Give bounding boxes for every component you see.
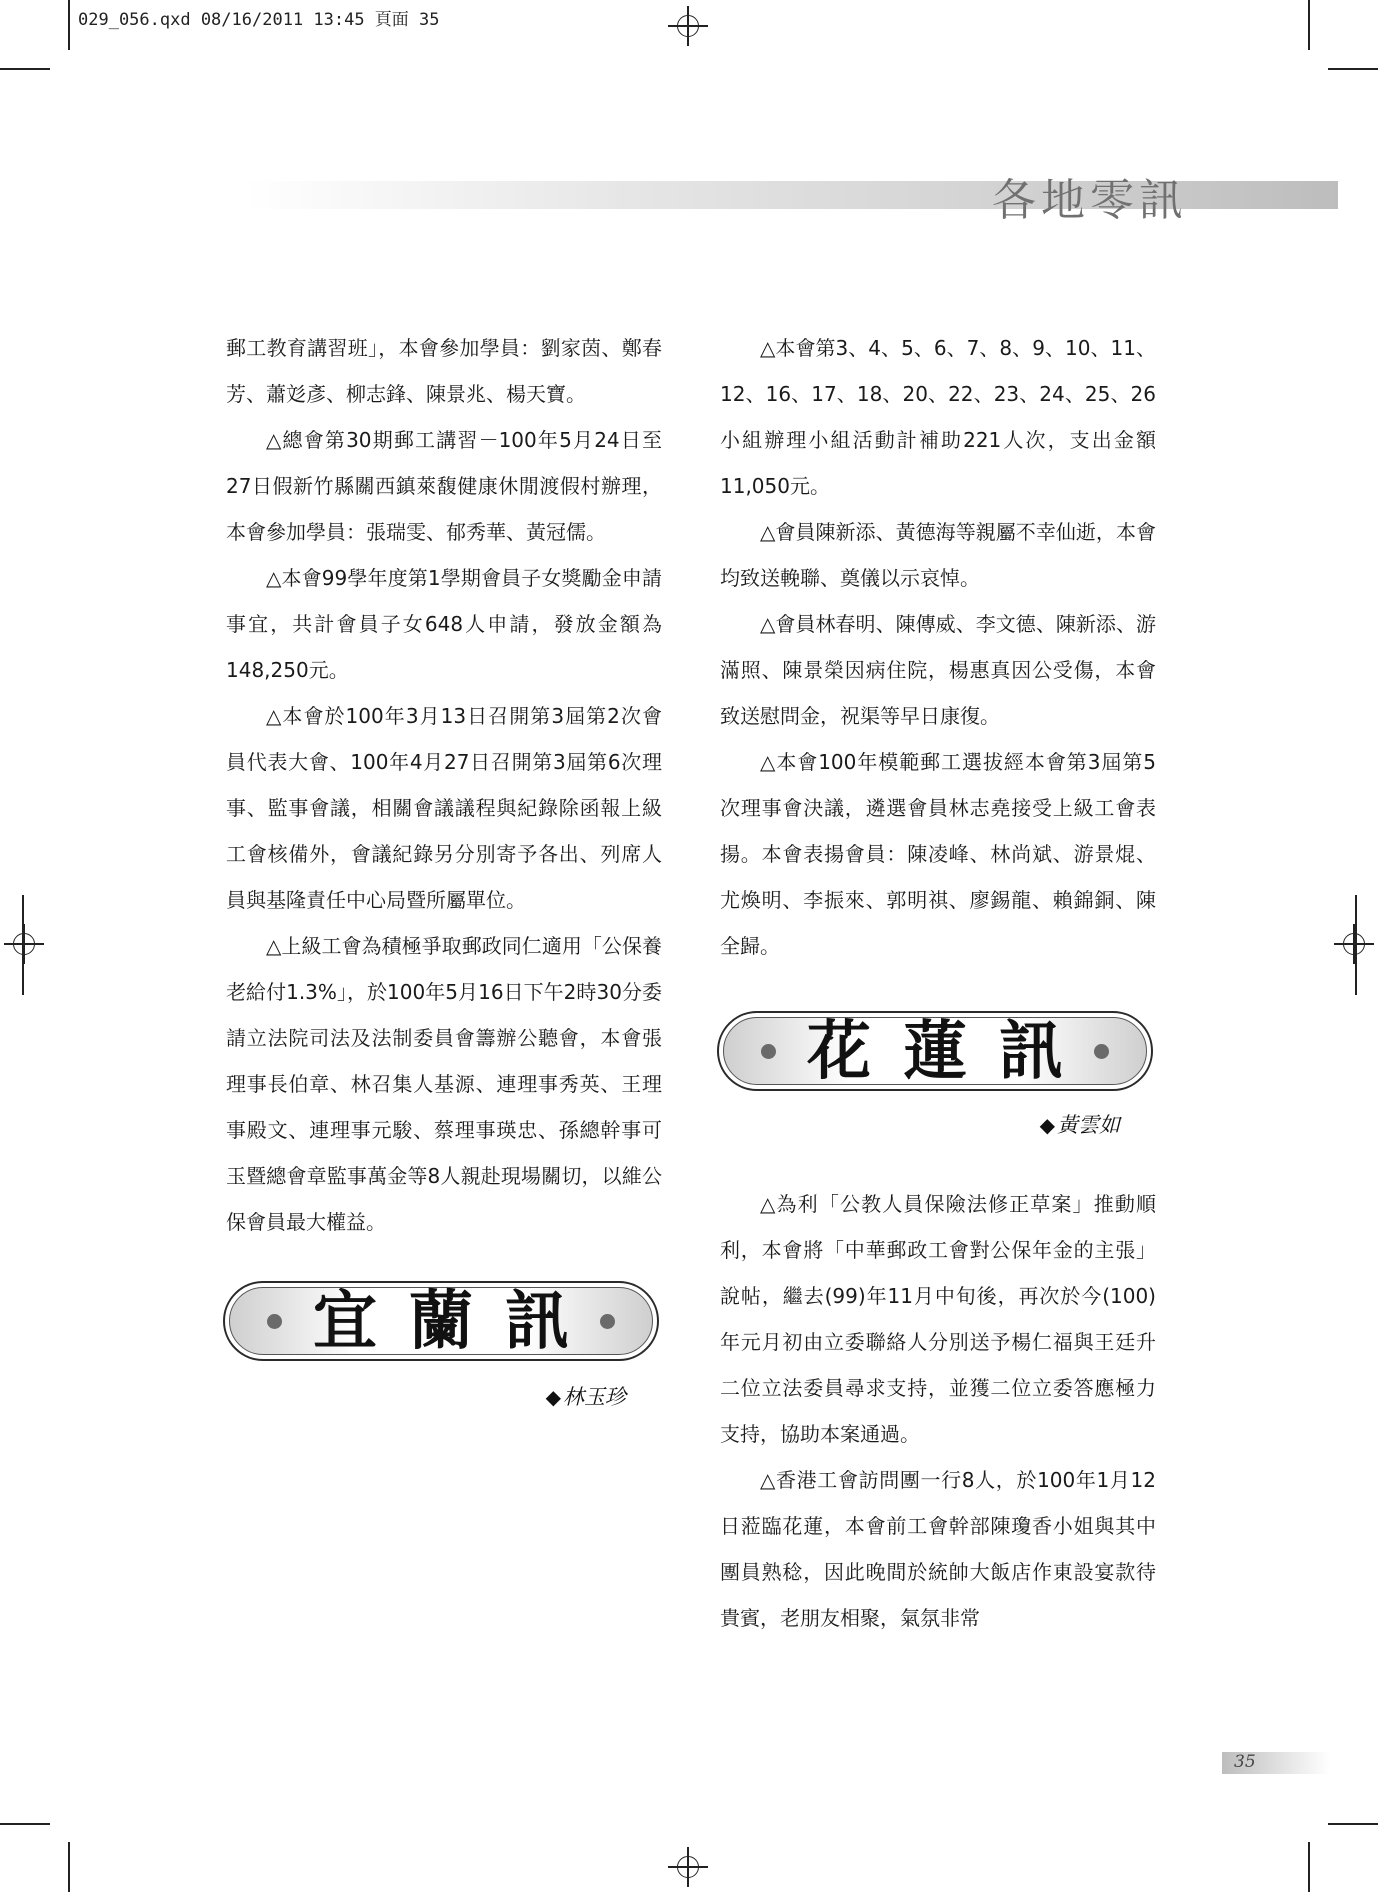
diamond-icon: ◆ bbox=[545, 1385, 561, 1409]
crop-mark bbox=[1308, 0, 1310, 50]
banner-title: 宜蘭訊 bbox=[313, 1284, 601, 1359]
crop-mark bbox=[68, 0, 70, 50]
right-column bbox=[720, 325, 1156, 1641]
diamond-icon: ◆ bbox=[1039, 1113, 1055, 1137]
paragraph: △上級工會為積極爭取郵政同仁適用「公保養老給付1.3%」，於100年5月16日下午2時30分委請立法院司法及法制委員會籌辦公聽會，本會張理事長伯章、林召集人基源、連理事秀英、王理事殿文、連理事元駿、蔡理事瑛忠、孫總幹事可玉暨總會章監事萬金等8人親赴現場關切，以維公保會員最大權益。 bbox=[226, 934, 662, 1234]
print-slug: 029_056.qxd 08/16/2011 13:45 頁面 35 bbox=[78, 10, 440, 30]
author-name: 林玉珍 bbox=[563, 1385, 626, 1409]
paragraph: △為利「公教人員保險法修正草案」推動順利，本會將「中華郵政工會對公保年金的主張」說帖，繼去(99)年11月中旬後，再次於今(100)年元月初由立委聯絡人分別送予楊仁福與王廷升二位立法委員尋求支持，並獲二位立委答應極力支持，協助本案通過。 bbox=[720, 1192, 1156, 1446]
crop-mark bbox=[68, 1842, 70, 1892]
paragraph: 郵工教育講習班」，本會參加學員：劉家茵、鄭春芳、蕭彣彥、柳志鋒、陳景兆、楊天寶。 bbox=[226, 336, 662, 406]
author-byline bbox=[226, 1381, 662, 1411]
crop-mark bbox=[1328, 68, 1378, 70]
paragraph: △香港工會訪問團一行8人，於100年1月12日蒞臨花蓮，本會前工會幹部陳瓊香小姐與其中團員熟稔，因此晚間於統帥大飯店作東設宴款待貴賓，老朋友相聚，氣氛非常 bbox=[720, 1468, 1156, 1630]
hualien-section-banner bbox=[717, 1011, 1153, 1091]
registration-mark-icon bbox=[668, 1847, 708, 1887]
author-byline bbox=[720, 1109, 1156, 1139]
yilan-section-banner bbox=[223, 1281, 659, 1361]
paragraph: △本會於100年3月13日召開第3屆第2次會員代表大會、100年4月27日召開第3屆第6次理事、監事會議，相關會議議程與紀錄除函報上級工會核備外，會議紀錄另分別寄予各出、列席人員與基隆責任中心局暨所屬單位。 bbox=[226, 704, 662, 912]
registration-mark-icon bbox=[668, 6, 708, 46]
crop-mark bbox=[0, 68, 50, 70]
paragraph: △會員林春明、陳傳威、李文德、陳新添、游滿照、陳景榮因病住院，楊惠真因公受傷，本會致送慰問金，祝渠等早日康復。 bbox=[720, 612, 1156, 728]
paragraph: △本會第3、4、5、6、7、8、9、10、11、12、16、17、18、20、22、23、24、25、26小組辦理小組活動計補助221人次，支出金額11,050元。 bbox=[720, 336, 1156, 498]
paragraph: △會員陳新添、黃德海等親屬不幸仙逝，本會均致送輓聯、奠儀以示哀悼。 bbox=[720, 520, 1156, 590]
crop-mark bbox=[1308, 1842, 1310, 1892]
section-title: 各地零訊 bbox=[992, 175, 1188, 226]
crop-mark bbox=[1355, 895, 1357, 995]
paragraph: △總會第30期郵工講習－100年5月24日至27日假新竹縣關西鎮萊馥健康休閒渡假村辦理，本會參加學員：張瑞雯、郁秀華、黃冠儒。 bbox=[226, 428, 662, 544]
paragraph: △本會100年模範郵工選拔經本會第3屆第5次理事會決議，遴選會員林志堯接受上級工會表揚。本會表揚會員：陳凌峰、林尚斌、游景焜、尤煥明、李振來、郭明祺、廖錫龍、賴錦銅、陳全歸。 bbox=[720, 750, 1156, 958]
banner-title: 花蓮訊 bbox=[807, 1014, 1095, 1089]
page-number: 35 bbox=[1234, 1752, 1256, 1772]
registration-mark-icon bbox=[4, 924, 44, 964]
paragraph: △本會99學年度第1學期會員子女獎勵金申請事宜，共計會員子女648人申請，發放金額為148,250元。 bbox=[226, 566, 662, 682]
crop-mark bbox=[0, 1823, 50, 1825]
crop-mark bbox=[1328, 1823, 1378, 1825]
author-name: 黃雲如 bbox=[1057, 1113, 1120, 1137]
crop-mark bbox=[22, 895, 24, 995]
left-column bbox=[226, 325, 662, 1411]
registration-mark-icon bbox=[1334, 924, 1374, 964]
